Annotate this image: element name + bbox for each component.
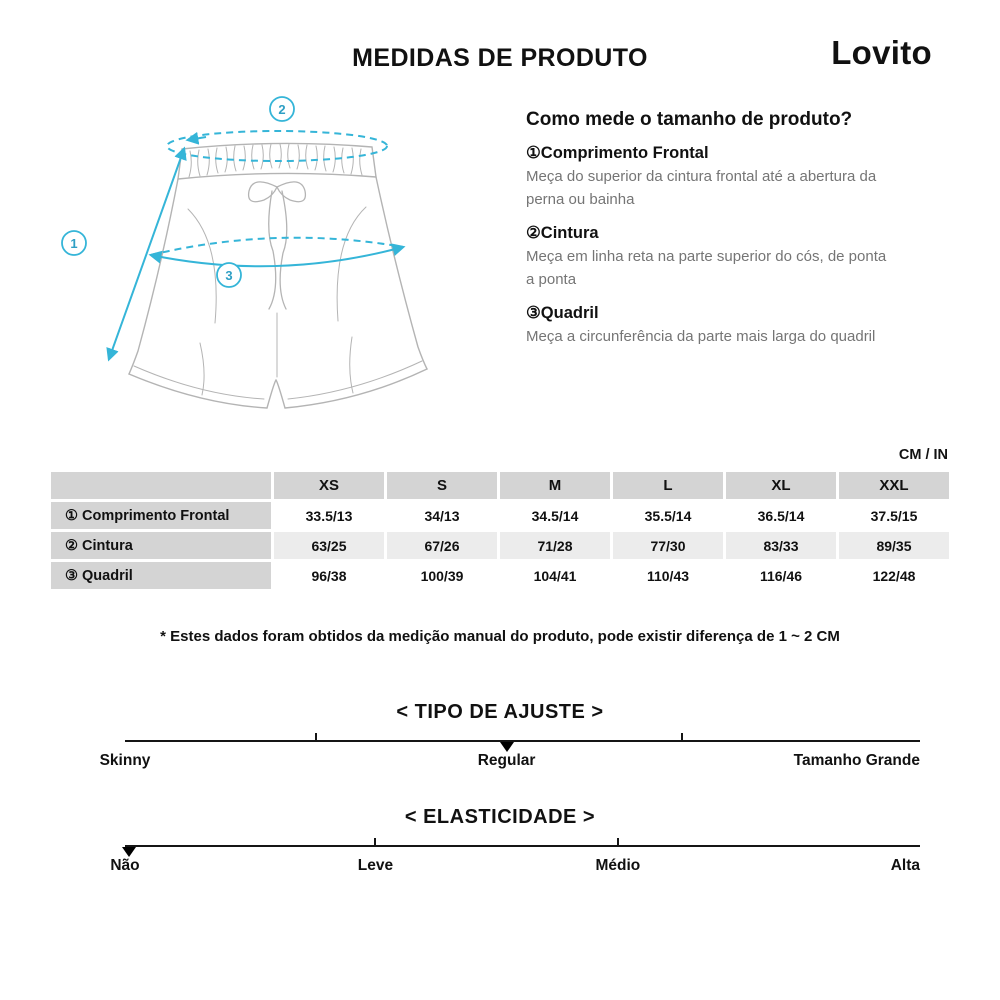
guide-item-desc: Meça a circunferência da parte mais larga do quadril (526, 328, 876, 345)
size-col-header: S (387, 472, 497, 499)
value-cell: 100/39 (387, 562, 497, 589)
value-cell: 36.5/14 (726, 502, 836, 529)
value-cell: 83/33 (726, 532, 836, 559)
guide-item-title: ①Comprimento Frontal (526, 144, 709, 162)
diagram-badges (62, 97, 294, 287)
guide-item-desc: Meça em linha reta na parte superior do cós, de ponta a ponta (526, 248, 887, 288)
measure-guide-section (0, 83, 1000, 431)
scale-label: Skinny (99, 752, 151, 769)
fit-type-section (0, 701, 1000, 774)
scale-label: Tamanho Grande (793, 752, 920, 769)
shorts-line-art (48, 91, 488, 431)
guide-item-desc: Meça do superior da cintura frontal até a abertura da perna ou bainha (526, 168, 877, 208)
table-row-waist (51, 532, 949, 559)
scale-label: Médio (595, 857, 641, 874)
size-col-header: XXL (839, 472, 949, 499)
left-pocket (188, 209, 216, 323)
lovito-logo: Lovito (831, 34, 932, 71)
scale-tick (681, 733, 683, 742)
scale-tick (374, 838, 376, 847)
value-cell: 96/38 (274, 562, 384, 589)
row-label: ① Comprimento Frontal (51, 502, 271, 529)
fit-type-labels (99, 752, 920, 774)
table-row-length (51, 502, 949, 529)
elasticity-track (125, 845, 920, 847)
page-title: MEDIDAS DE PRODUTO (352, 44, 648, 72)
hem-outline (129, 369, 427, 408)
scale-label: Alta (890, 857, 920, 874)
value-cell: 110/43 (613, 562, 723, 589)
size-col-header: L (613, 472, 723, 499)
elasticity-marker (122, 847, 136, 857)
size-col-header: XS (274, 472, 384, 499)
length-badge: 1 (70, 236, 78, 251)
length-measure-line (109, 149, 184, 359)
hip-badge: 3 (225, 268, 233, 283)
guide-item-title: ③Quadril (526, 304, 599, 322)
scale-tick (315, 733, 317, 742)
guide-heading: Como mede o tamanho de produto? (526, 109, 853, 130)
right-pocket (337, 207, 366, 321)
row-label: ③ Quadril (51, 562, 271, 589)
value-cell: 104/41 (500, 562, 610, 589)
size-table (48, 469, 952, 592)
size-col-header: M (500, 472, 610, 499)
fit-type-track (125, 740, 920, 742)
value-cell: 33.5/13 (274, 502, 384, 529)
size-table-header-row (51, 472, 949, 499)
value-cell: 67/26 (387, 532, 497, 559)
waist-badge: 2 (278, 102, 286, 117)
page-header (0, 0, 1000, 73)
drawstring-tails (269, 191, 287, 309)
scale-label: Não (110, 857, 140, 874)
value-cell: 37.5/15 (839, 502, 949, 529)
value-cell: 89/35 (839, 532, 949, 559)
drawstring-bow (249, 182, 306, 202)
garment-outline (129, 143, 427, 408)
value-cell: 34.5/14 (500, 502, 610, 529)
size-col-header: XL (726, 472, 836, 499)
shorts-diagram (48, 83, 526, 431)
guide-item-length (526, 143, 952, 211)
scale-label: Regular (477, 752, 536, 769)
scale-label: Leve (357, 857, 394, 874)
elasticity-labels (110, 857, 920, 879)
value-cell: 34/13 (387, 502, 497, 529)
value-cell: 71/28 (500, 532, 610, 559)
hip-measure-back (151, 238, 403, 255)
row-label: ② Cintura (51, 532, 271, 559)
guide-item-hip (526, 303, 952, 349)
fit-type-marker (500, 742, 514, 752)
value-cell: 122/48 (839, 562, 949, 589)
value-cell: 35.5/14 (613, 502, 723, 529)
right-side-seam (376, 177, 427, 369)
fit-type-title: < TIPO DE AJUSTE > (396, 701, 604, 723)
guide-item-title: ②Cintura (526, 224, 599, 242)
value-cell: 77/30 (613, 532, 723, 559)
corner-cell (51, 472, 271, 499)
hip-measure-front (151, 247, 403, 266)
how-to-measure (526, 83, 952, 431)
unit-label: CM / IN (898, 447, 948, 463)
elasticity-title: < ELASTICIDADE > (404, 806, 596, 828)
hem-stitching (134, 361, 422, 399)
elasticity-section (0, 806, 1000, 879)
value-cell: 116/46 (726, 562, 836, 589)
measurement-disclaimer: * Estes dados foram obtidos da medição manual do produto, pode existir diferença de 1 ~ 2 CM (160, 628, 840, 645)
guide-item-waist (526, 223, 952, 291)
scale-tick (617, 838, 619, 847)
measure-lines (109, 131, 403, 359)
value-cell: 63/25 (274, 532, 384, 559)
left-side-seam (129, 179, 178, 374)
table-row-hip (51, 562, 949, 589)
